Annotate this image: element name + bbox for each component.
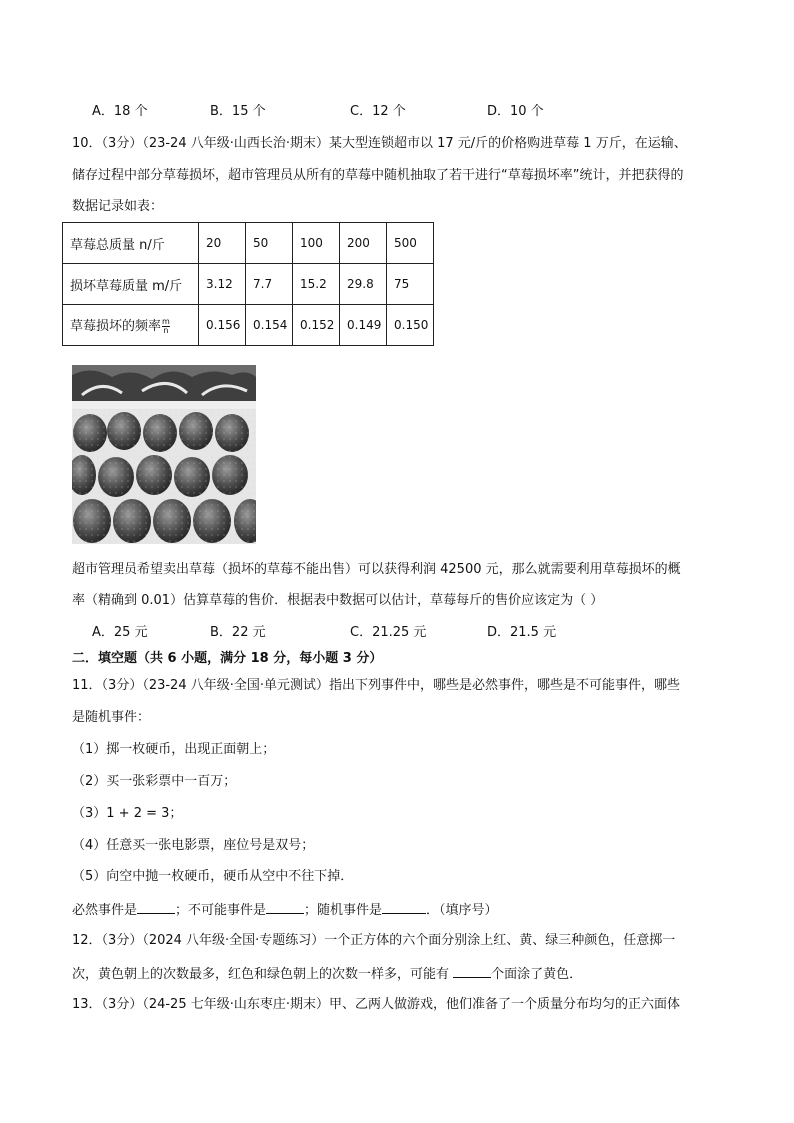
q11-item-4: （4）任意买一张电影票，座位号是双号；	[72, 838, 315, 853]
table-cell: 3.12	[199, 264, 246, 305]
row-header-damage-frequency	[63, 305, 199, 346]
q11-line1: 11．（3分）（23-24 八年级·全国·单元测试）指出下列事件中，哪些是必然事件，哪些是不可能事件，哪些	[72, 678, 680, 693]
q12-blank[interactable]	[453, 965, 491, 978]
table-cell: 100	[293, 223, 340, 264]
q11-item-2: （2）买一张彩票中一百万；	[72, 774, 237, 789]
q11-answer-impossible-label: ；不可能事件是	[175, 903, 267, 918]
q11-item-5: （5）向空中抛一枚硬币，硬币从空中不往下掉．	[72, 869, 354, 884]
strawberry-data-table	[62, 222, 434, 346]
q11-answer-certain-label: 必然事件是	[72, 903, 138, 918]
q9-option-b: B．15 个	[210, 104, 266, 119]
table-cell: 0.154	[246, 305, 293, 346]
fraction-denominator: n	[163, 326, 169, 335]
table-cell: 29.8	[340, 264, 387, 305]
q13-line1: 13．（3分）（24-25 七年级·山东枣庄·期末）甲、乙两人做游戏，他们准备了一个质量分布均匀的正六面体	[72, 997, 680, 1012]
table-cell: 75	[387, 264, 434, 305]
table-cell: 20	[199, 223, 246, 264]
q10-line3: 数据记录如表：	[72, 199, 164, 214]
table-cell: 200	[340, 223, 387, 264]
strawberry-photo-drawing	[72, 365, 256, 544]
q11-line2: 是随机事件：	[72, 710, 151, 725]
table-cell: 0.156	[199, 305, 246, 346]
q12-line1: 12．（3分）（2024 八年级·全国·专题练习）一个正方体的六个面分别涂上红、黄、绿三种颜色，任意掷一	[72, 933, 676, 948]
q9-option-c: C．12 个	[350, 104, 406, 119]
section-heading-fill-in: 二．填空题（共 6 小题，满分 18 分，每小题 3 分）	[72, 651, 383, 666]
table-cell: 50	[246, 223, 293, 264]
row-header-damaged-mass: 损坏草莓质量 m/斤	[63, 264, 199, 305]
q11-item-3: （3）1 + 2 = 3；	[72, 806, 183, 821]
fraction-m-over-n	[162, 318, 170, 335]
q10-line2: 储存过程中部分草莓损坏，超市管理员从所有的草莓中随机抽取了若干进行“草莓损坏率”统计，并把获得的	[72, 168, 684, 183]
table-cell: 0.152	[293, 305, 340, 346]
q11-answer-line	[72, 901, 498, 919]
q11-answer-random-label: ；随机事件是	[304, 903, 383, 918]
table-cell: 7.7	[246, 264, 293, 305]
table-cell: 500	[387, 223, 434, 264]
fraction-numerator: m	[162, 317, 170, 326]
q10-option-d: D．21.5 元	[487, 625, 557, 640]
frequency-label: 草莓损坏的频率	[70, 319, 162, 334]
table-cell: 15.2	[293, 264, 340, 305]
q10-line1: 10．（3分）（23-24 八年级·山西长治·期末）某大型连锁超市以 17 元/斤的价格购进草莓 1 万斤，在运输、	[72, 136, 687, 151]
q10-after-line2: 率（精确到 0.01）估算草莓的售价．根据表中数据可以估计，草莓每斤的售价应该定为（ ）	[72, 593, 604, 608]
strawberry-photo	[72, 365, 256, 544]
q9-option-d: D．10 个	[487, 104, 544, 119]
row-header-total-mass: 草莓总质量 n/斤	[63, 223, 199, 264]
q10-after-line1: 超市管理员希望卖出草莓（损坏的草莓不能出售）可以获得利润 42500 元，那么就需要利用草莓损坏的概	[72, 562, 681, 577]
q9-option-a: A．18 个	[92, 104, 148, 119]
table-cell: 0.150	[387, 305, 434, 346]
q12-line2	[72, 965, 582, 983]
q11-blank-impossible[interactable]	[266, 901, 304, 914]
table-row	[63, 264, 434, 305]
table-row	[63, 223, 434, 264]
q10-option-a: A．25 元	[92, 625, 148, 640]
q11-blank-random[interactable]	[382, 901, 426, 914]
q10-option-b: B．22 元	[210, 625, 266, 640]
q11-blank-certain[interactable]	[137, 901, 175, 914]
q10-option-c: C．21.25 元	[350, 625, 427, 640]
q11-answer-suffix: ．（填序号）	[426, 903, 498, 918]
q12-line2-suffix: 个面涂了黄色．	[491, 967, 583, 982]
table-cell: 0.149	[340, 305, 387, 346]
q11-item-1: （1）掷一枚硬币，出现正面朝上；	[72, 742, 276, 757]
table-row	[63, 305, 434, 346]
q12-line2-text: 次，黄色朝上的次数最多，红色和绿色朝上的次数一样多，可能有	[72, 967, 454, 982]
